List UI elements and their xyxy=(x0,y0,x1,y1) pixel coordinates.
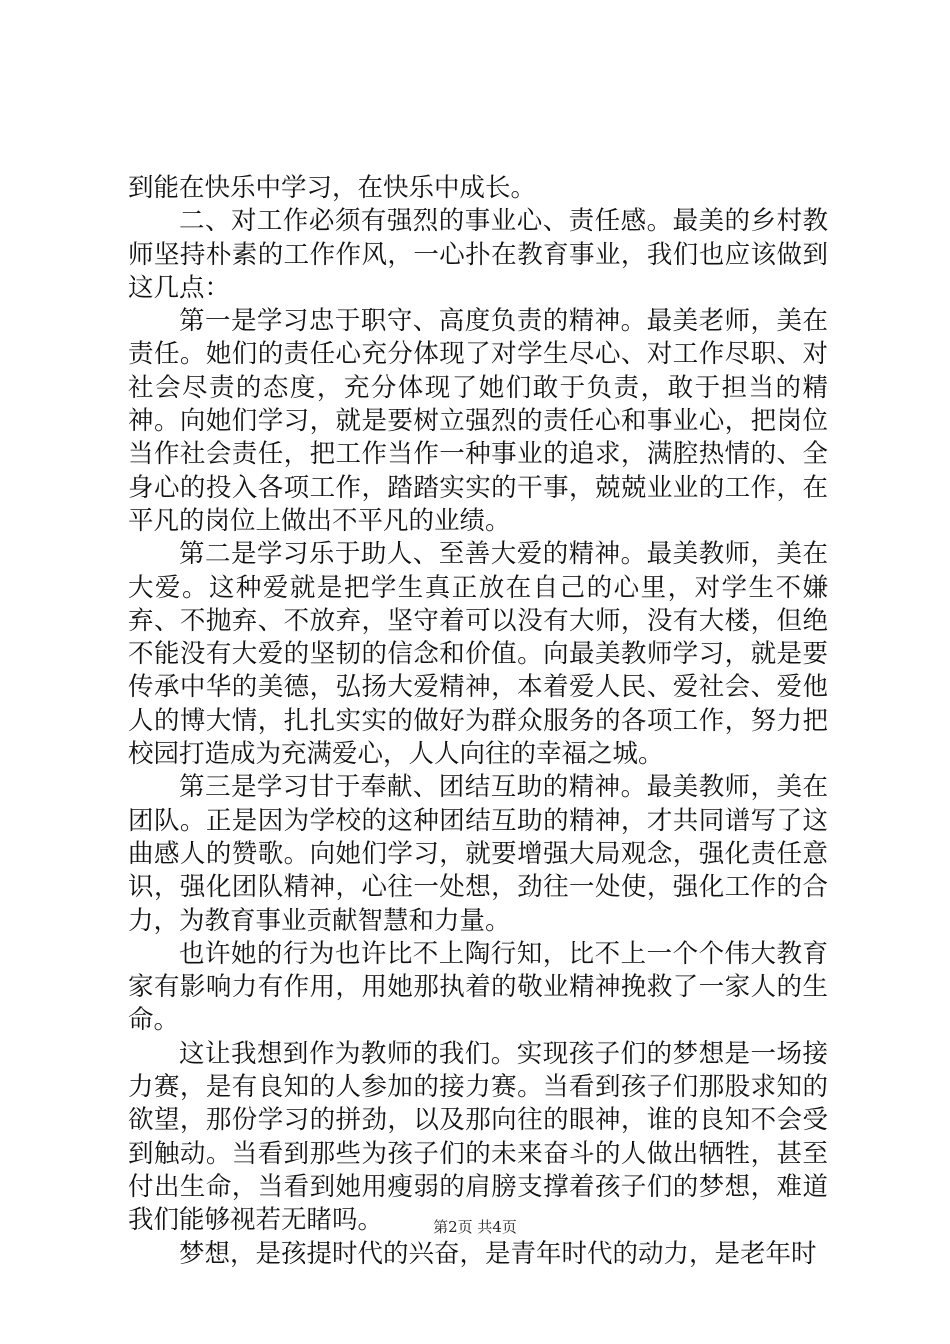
paragraph-dream: 梦想，是孩提时代的兴奋，是青年时代的动力，是老年时 xyxy=(179,1238,817,1269)
paragraph-point-three: 第三是学习甘于奉献、团结互助的精神。最美教师，美在团队。正是因为学校的这种团结互助的精神，才共同谱写了这曲感人的赞歌。向她们学习，就要增强大局观念，强化责任意识，强化团队精神，心往一处想，劲往一处使，强化工作的合力，为教育事业贡献智慧和力量。 xyxy=(128,772,828,936)
paragraph-reflection: 也许她的行为也许比不上陶行知，比不上一个个伟大教育家有影响力有作用，用她那执着的敬业精神挽救了一家人的生命。 xyxy=(128,938,828,1036)
paragraph-continuation: 到能在快乐中学习，在快乐中成长。 xyxy=(128,173,537,203)
paragraph-section-two: 二、对工作必须有强烈的事业心、责任感。最美的乡村教师坚持朴素的工作作风，一心扑在教育事业，我们也应该做到这几点： xyxy=(128,206,828,303)
paragraph-point-one: 第一是学习忠于职守、高度负责的精神。最美老师，美在责任。她们的责任心充分体现了对学生尽心、对工作尽职、对社会尽责的态度，充分体现了她们敢于负责，敢于担当的精神。向她们学习，就是要树立强烈的责任心和事业心，把岗位当作社会责任，把工作当作一种事业的追求，满腔热情的、全身心的投入各项工作，踏踏实实的干事，兢兢业业的工作，在平凡的岗位上做出不平凡的业绩。 xyxy=(128,306,828,536)
paragraph-point-two: 第二是学习乐于助人、至善大爱的精神。最美教师，美在大爱。这种爱就是把学生真正放在自己的心里，对学生不嫌弃、不抛弃、不放弃，坚守着可以没有大师，没有大楼，但绝不能没有大爱的坚韧的信念和价值。向最美教师学习，就是要传承中华的美德，弘扬大爱精神，本着爱人民、爱社会、爱他人的博大情，扎扎实实的做好为群众服务的各项工作，努力把校园打造成为充满爱心，人人向往的幸福之城。 xyxy=(128,539,828,770)
paragraph-relay: 这让我想到作为教师的我们。实现孩子们的梦想是一场接力赛，是有良知的人参加的接力赛。当看到孩子们那股求知的欲望，那份学习的拼劲，以及那向往的眼神，谁的良知不会受到触动。当看到那些为孩子们的未来奋斗的人做出牺牲，甚至付出生命，当看到她用瘦弱的肩膀支撑着孩子们的梦想，难道我们能够视若无睹吗。 xyxy=(128,1038,828,1236)
page-number-footer: 第2页 共4页 xyxy=(433,1218,517,1236)
document-body xyxy=(128,172,828,1271)
